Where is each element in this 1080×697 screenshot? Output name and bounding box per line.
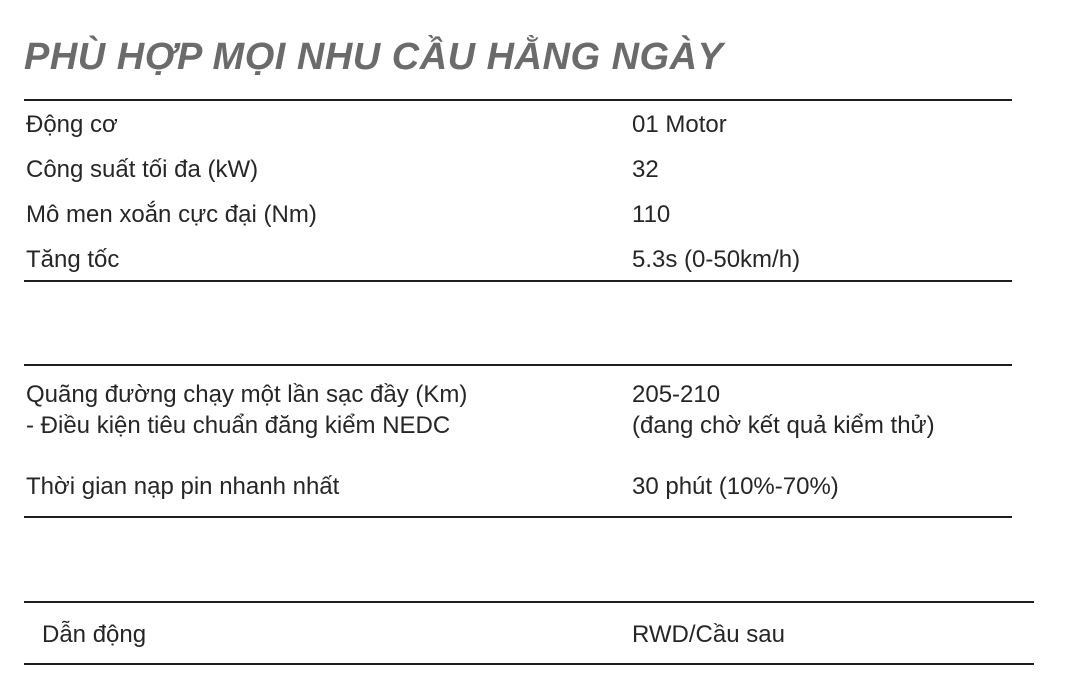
max-power-label: Công suất tối đa (kW)	[26, 156, 259, 183]
section1-bottom-divider	[24, 280, 1012, 282]
engine-label: Động cơ	[26, 111, 118, 138]
acceleration-value: 5.3s (0-50km/h)	[632, 246, 801, 273]
section3-top-divider	[24, 601, 1034, 603]
page-title: PHÙ HỢP MỌI NHU CẦU HẰNG NGÀY	[24, 36, 724, 78]
engine-value: 01 Motor	[632, 111, 727, 138]
range-subvalue: (đang chờ kết quả kiểm thử)	[632, 412, 935, 439]
range-label: Quãng đường chạy một lần sạc đầy (Km)	[26, 381, 468, 408]
charge-time-value: 30 phút (10%-70%)	[632, 473, 839, 500]
section2-top-divider	[24, 364, 1012, 366]
max-power-value: 32	[632, 156, 659, 183]
section3-bottom-divider	[24, 663, 1034, 665]
charge-time-label: Thời gian nạp pin nhanh nhất	[26, 473, 340, 500]
drivetrain-value: RWD/Cầu sau	[632, 621, 785, 648]
range-value: 205-210	[632, 381, 721, 408]
section2-bottom-divider	[24, 516, 1012, 518]
acceleration-label: Tăng tốc	[26, 246, 120, 273]
max-torque-label: Mô men xoắn cực đại (Nm)	[26, 201, 317, 228]
max-torque-value: 110	[632, 201, 671, 228]
drivetrain-label: Dẫn động	[42, 621, 147, 648]
range-sublabel: - Điều kiện tiêu chuẩn đăng kiểm NEDC	[26, 412, 451, 439]
section1-top-divider	[24, 99, 1012, 101]
